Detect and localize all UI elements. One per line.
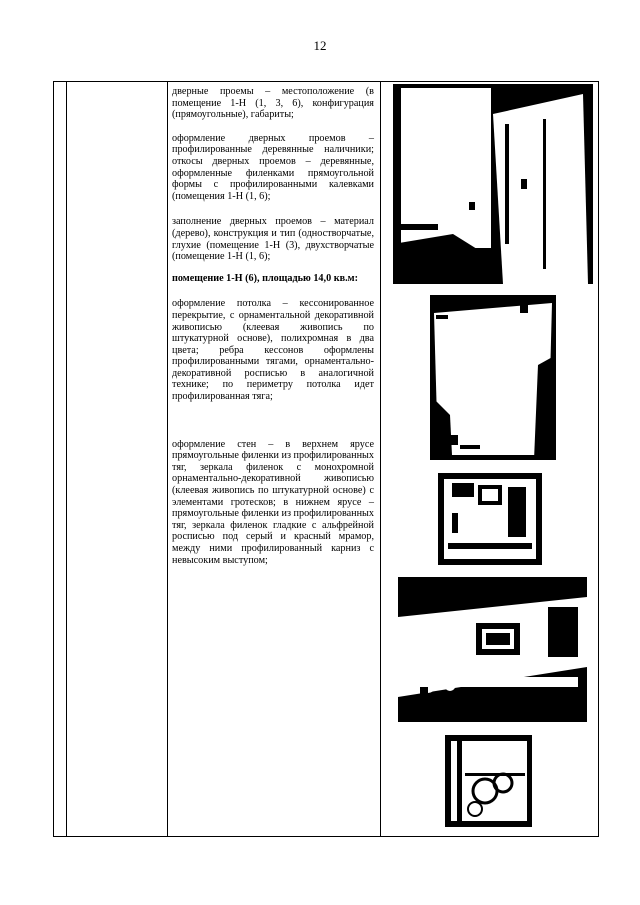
photo-room (398, 577, 587, 722)
description-column (172, 86, 374, 578)
page-number: 12 (313, 38, 327, 53)
table-column-divider (167, 82, 168, 836)
table-column-divider (66, 82, 67, 836)
paragraph-walls: оформление стен – в верхнем ярусе прямоугольные филенки из профилированных тяг, зеркала филенок с монохромной орнаментально-декоративной живописью (клеевая живопись по штукатурной основе) с элементами гротесков; в нижнем ярусе – прямоугольные филенки из профилированных тяг, зеркала филенок гладкие с альфрейной росписью под серый и красный мрамор, между ними профилированный карниз с невысоким выступом; (172, 438, 374, 566)
photo-wall-panel (438, 473, 542, 565)
photo-doors (393, 84, 593, 284)
paragraph-ceiling: оформление потолка – кессонированное перекрытие, с орнаментальной декоративной живописью (клеевая живопись по штукатурной основе), полихромная в два цвета; ребра кессонов оформлены профилированными тягами, орнаментально-декоративной росписью в аналогичной технике; по периметру потолка идет профилированная тяга; (172, 298, 374, 403)
paragraph-door-openings: дверные проемы – местоположение (в помещение 1-Н (1, 3, 6), конфигурация (прямоугольные), габариты; (172, 86, 374, 121)
table-column-divider (380, 82, 381, 836)
photo-ornament (445, 735, 532, 827)
room-heading: помещение 1-Н (6), площадью 14,0 кв.м: (172, 272, 358, 284)
photo-ceiling (430, 295, 556, 460)
paragraph-door-decoration: оформление дверных проемов – профилированные деревянные наличники; откосы дверных проемов – деревянные, оформленные филенками прямоугольной формы с профилированными калевками (помещения 1-Н (1, 6); (172, 132, 374, 202)
paragraph-door-filling: заполнение дверных проемов – материал (дерево), конструкция и тип (одностворчатые, глухие (помещение 1-Н (3), двухстворчатые (помещение 1-Н (1, 6); (172, 216, 374, 263)
